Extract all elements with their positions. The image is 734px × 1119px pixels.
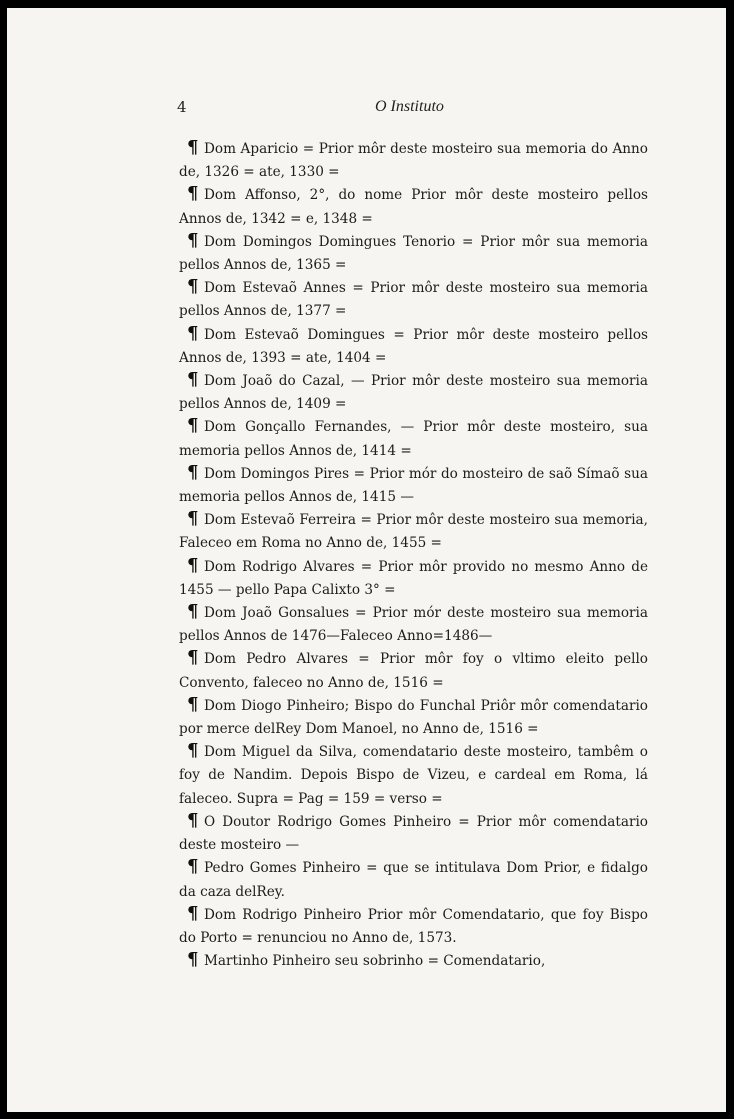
list-item [179, 231, 648, 277]
entry-text: Dom Miguel da Silva, comendatario deste mosteiro, tambêm o foy de Nandim. Depois Bispo de Vizeu, e cardeal em Roma, lá faleceo. Supra = Pag = 159 = verso = [179, 744, 648, 807]
entry-text: Dom Gonçallo Fernandes, — Prior môr deste mosteiro, sua memoria pellos Annos de, 1414 = [179, 419, 648, 459]
pilcrow-icon: ¶ [187, 508, 199, 530]
entry-text: Dom Joaõ Gonsalues = Prior mór deste mosteiro sua memoria pellos Annos de 1476—Faleceo Anno=1486— [179, 605, 648, 645]
list-item [179, 950, 648, 973]
entry-text: O Doutor Rodrigo Gomes Pinheiro = Prior môr comendatario deste mosteiro — [179, 813, 648, 854]
list-item [179, 695, 648, 741]
entry-text: Dom Estevaõ Annes = Prior môr deste mosteiro sua memoria pellos Annos de, 1377 = [179, 280, 648, 320]
pilcrow-icon: ¶ [187, 693, 199, 715]
pilcrow-icon: ¶ [187, 369, 199, 391]
prior-list [179, 138, 648, 973]
pilcrow-icon: ¶ [187, 229, 199, 251]
pilcrow-icon: ¶ [187, 647, 199, 669]
running-title: O Instituto [375, 98, 444, 115]
page-number: 4 [177, 98, 187, 116]
pilcrow-icon: ¶ [187, 601, 199, 623]
entry-text: Dom Rodrigo Alvares = Prior môr provido no mesmo Anno de 1455 — pello Papa Calixto 3° = [179, 558, 648, 598]
pilcrow-icon: ¶ [187, 554, 199, 576]
list-item [179, 904, 648, 950]
entry-text: Dom Rodrigo Pinheiro Prior môr Comendatario, que foy Bispo do Porto = renunciou no Anno de, 1573. [179, 906, 648, 946]
pilcrow-icon: ¶ [187, 183, 199, 205]
entry-text: Martinho Pinheiro seu sobrinho = Comendatario, [204, 953, 546, 970]
list-item [179, 602, 648, 648]
pilcrow-icon: ¶ [187, 415, 199, 437]
list-item [179, 509, 648, 555]
list-item [179, 184, 648, 230]
pilcrow-icon: ¶ [187, 740, 199, 762]
pilcrow-icon: ¶ [187, 902, 199, 924]
list-item [179, 370, 648, 416]
list-item [179, 556, 648, 602]
entry-text: Dom Domingos Domingues Tenorio = Prior môr sua memoria pellos Annos de, 1365 = [179, 233, 648, 274]
pilcrow-icon: ¶ [187, 276, 199, 298]
entry-text: Dom Pedro Alvares = Prior môr foy o vltimo eleito pello Convento, faleceo no Anno de, 1516 = [179, 651, 648, 691]
entry-text: Dom Affonso, 2°, do nome Prior môr deste mosteiro pellos Annos de, 1342 = e, 1348 = [179, 187, 648, 227]
entry-text: Dom Domingos Pires = Prior mór do mosteiro de saõ Símaõ sua memoria pellos Annos de, 1415 — [179, 465, 648, 506]
list-item [179, 811, 648, 857]
list-item [179, 648, 648, 694]
page-sheet [7, 8, 726, 1112]
pilcrow-icon: ¶ [187, 856, 199, 878]
entry-text: Dom Aparicio = Prior môr deste mosteiro sua memoria do Anno de, 1326 = ate, 1330 = [179, 141, 648, 181]
pilcrow-icon: ¶ [187, 809, 199, 831]
list-item [179, 138, 648, 184]
entry-text: Pedro Gomes Pinheiro = que se intitulava Dom Prior, e fidalgo da caza delRey. [179, 860, 648, 900]
pilcrow-icon: ¶ [187, 949, 199, 971]
list-item [179, 324, 648, 370]
entry-text: Dom Estevaõ Domingues = Prior môr deste mosteiro pellos Annos de, 1393 = ate, 1404 = [179, 326, 648, 366]
list-item [179, 416, 648, 462]
list-item [179, 463, 648, 509]
pilcrow-icon: ¶ [187, 322, 199, 344]
list-item [179, 277, 648, 323]
list-item [179, 857, 648, 903]
entry-text: Dom Diogo Pinheiro; Bispo do Funchal Priôr môr comendatario por merce delRey Dom Manoel, no Anno de, 1516 = [179, 697, 648, 738]
pilcrow-icon: ¶ [187, 461, 199, 483]
pilcrow-icon: ¶ [187, 137, 199, 158]
entry-text: Dom Estevaõ Ferreira = Prior môr deste mosteiro sua memoria, Faleceo em Roma no Anno de, 1455 = [179, 512, 648, 552]
entry-text: Dom Joaõ do Cazal, — Prior môr deste mosteiro sua memoria pellos Annos de, 1409 = [179, 373, 648, 413]
list-item [179, 741, 648, 811]
